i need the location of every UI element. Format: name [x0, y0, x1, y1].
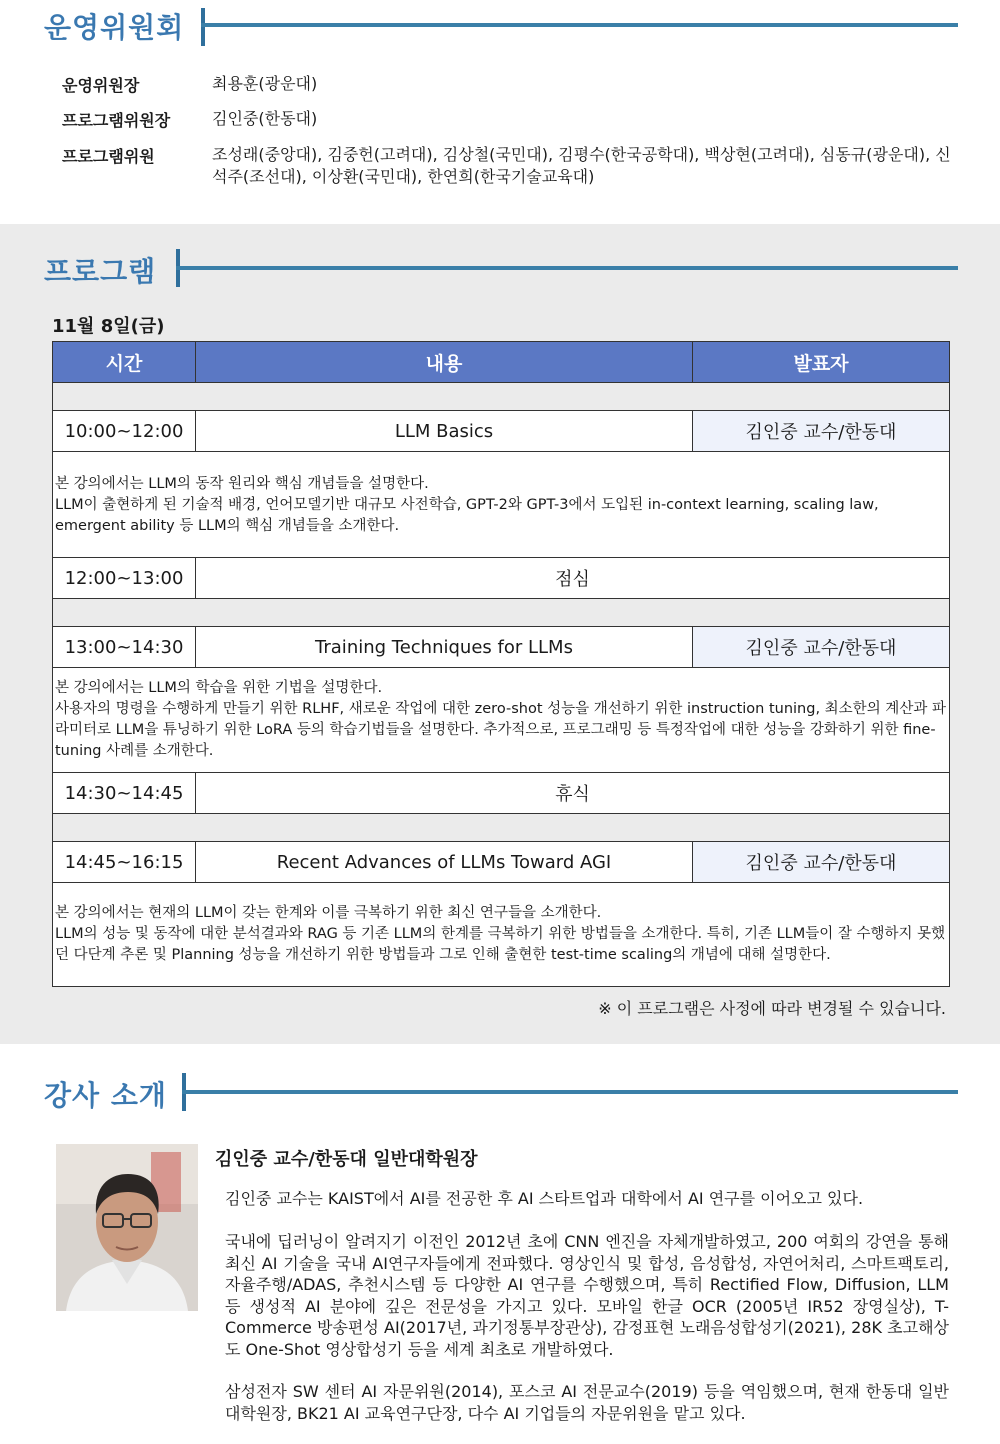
break-row	[53, 558, 950, 599]
speaker-bio-paragraph: 국내에 딥러닝이 알려지기 이전인 2012년 초에 CNN 엔진을 자체개발하였고, 200 여회의 강연을 통해 최신 AI 기술을 국내 AI연구자들에게 전파했다. 영상인식 및 합성, 음성합성, 자연어처리, 스마트팩토리, 자율주행/ADAS, 추천시스템 등 다양한 AI 연구를 수행했으며, 특히 Rectified Flow, Diffusion, LLM 등 생성적 AI 분야에 깊은 전문성을 가지고 있다. 모바일 한글 OCR (2005년 IR52 장영실상), T-Commerce 방송편성 AI(2017년, 과기정통부장관상), 감정표현 노래음성합성기(2021), 28K 초고해상도 One-Shot 영상합성기 등을 세계 최초로 개발하였다.	[225, 1232, 949, 1359]
session-row	[53, 627, 950, 668]
session-time: 13:00~14:30	[53, 627, 196, 668]
committee-label: 프로그램위원	[62, 147, 155, 166]
header-content: 내용	[196, 342, 693, 383]
speaker-bio-paragraph: 김인중 교수는 KAIST에서 AI를 전공한 후 AI 스타트업과 대학에서 AI 연구를 이어오고 있다.	[225, 1189, 864, 1208]
committee-value: 조성래(중앙대), 김중헌(고려대), 김상철(국민대), 김평수(한국공학대), 백상현(고려대), 심동규(광운대), 신석주(조선대), 이상환(국민대), 한연희(한국기술교육대)	[212, 145, 951, 186]
committee-divider-vertical	[201, 8, 205, 46]
speaker-bio-paragraph: 삼성전자 SW 센터 AI 자문위원(2014), 포스코 AI 전문교수(2019) 등을 역임했으며, 현재 한동대 일반대학원장, BK21 AI 교육연구단장, 다수 AI 기업들의 자문위원을 맡고 있다.	[225, 1382, 949, 1423]
table-spacer-row	[53, 599, 950, 627]
speaker-divider-line	[182, 1090, 958, 1094]
session-description	[53, 452, 950, 558]
description-line: LLM의 성능 및 동작에 대한 분석결과와 RAG 등 기존 LLM의 한계를 극복하기 위한 방법들을 소개한다. 특히, 기존 LLM들이 잘 수행하지 못했던 다단계 추론 및 Planning 성능을 개선하기 위한 방법들과 그로 인해 출현한 test-time scaling의 개념에 대해 설명한다.	[55, 926, 946, 963]
speaker-photo-image	[56, 1144, 198, 1311]
session-title: Recent Advances of LLMs Toward AGI	[196, 842, 693, 883]
session-description-text	[55, 474, 947, 537]
header-time: 시간	[53, 342, 196, 383]
committee-value: 최용훈(광운대)	[212, 74, 318, 93]
table-spacer-row	[53, 383, 950, 411]
description-line: LLM이 출현하게 된 기술적 배경, 언어모델기반 대규모 사전학습, GPT-2와 GPT-3에서 도입된 in-context learning, scaling law, emergent ability 등 LLM의 핵심 개념들을 소개한다.	[55, 497, 879, 534]
committee-title: 운영위원회	[44, 11, 185, 44]
program-divider-line	[176, 266, 958, 270]
description-line: 본 강의에서는 LLM의 동작 원리와 핵심 개념들을 설명한다.	[55, 476, 429, 492]
session-title: LLM Basics	[196, 411, 693, 452]
program-note: ※ 이 프로그램은 사정에 따라 변경될 수 있습니다.	[598, 999, 946, 1018]
session-time: 14:45~16:15	[53, 842, 196, 883]
break-row	[53, 773, 950, 814]
description-line: 본 강의에서는 현재의 LLM이 갖는 한계와 이를 극복하기 위한 최신 연구들을 소개한다.	[55, 905, 602, 921]
program-table	[52, 341, 950, 987]
speaker-name: 김인중 교수/한동대 일반대학원장	[215, 1149, 478, 1170]
session-title: Training Techniques for LLMs	[196, 627, 693, 668]
session-row	[53, 842, 950, 883]
session-description	[53, 668, 950, 773]
table-spacer-row	[53, 814, 950, 842]
session-desc-row	[53, 452, 950, 558]
session-time: 10:00~12:00	[53, 411, 196, 452]
description-line: 본 강의에서는 LLM의 학습을 위한 기법을 설명한다.	[55, 680, 383, 696]
session-description-text	[55, 903, 947, 966]
speaker-section-title: 강사 소개	[44, 1079, 167, 1112]
session-time: 14:30~14:45	[53, 773, 196, 814]
session-speaker: 김인중 교수/한동대	[693, 627, 950, 668]
break-title: 점심	[196, 558, 950, 599]
session-row	[53, 411, 950, 452]
break-title: 휴식	[196, 773, 950, 814]
session-description	[53, 883, 950, 987]
committee-label: 프로그램위원장	[62, 111, 171, 130]
session-speaker: 김인중 교수/한동대	[693, 411, 950, 452]
session-desc-row	[53, 883, 950, 987]
description-line: 사용자의 명령을 수행하게 만들기 위한 RLHF, 새로운 작업에 대한 zero-shot 성능을 개선하기 위한 instruction tuning, 최소한의 계산과 파라미터로 LLM을 튜닝하기 위한 LoRA 등의 학습기법들을 설명한다. 추가적으로, 프로그래밍 등 특정작업에 대한 성능을 강화하기 위한 fine-tuning 사례를 소개한다.	[55, 701, 946, 759]
table-header-row	[53, 342, 950, 383]
committee-divider-line	[201, 23, 958, 27]
session-time: 12:00~13:00	[53, 558, 196, 599]
program-title: 프로그램	[44, 255, 157, 288]
header-speaker: 발표자	[693, 342, 950, 383]
session-description-text	[55, 678, 947, 762]
session-speaker: 김인중 교수/한동대	[693, 842, 950, 883]
speaker-photo	[56, 1144, 198, 1311]
program-day: 11월 8일(금)	[52, 316, 165, 337]
committee-value: 김인중(한동대)	[212, 109, 318, 128]
session-desc-row	[53, 668, 950, 773]
committee-label: 운영위원장	[62, 76, 140, 95]
